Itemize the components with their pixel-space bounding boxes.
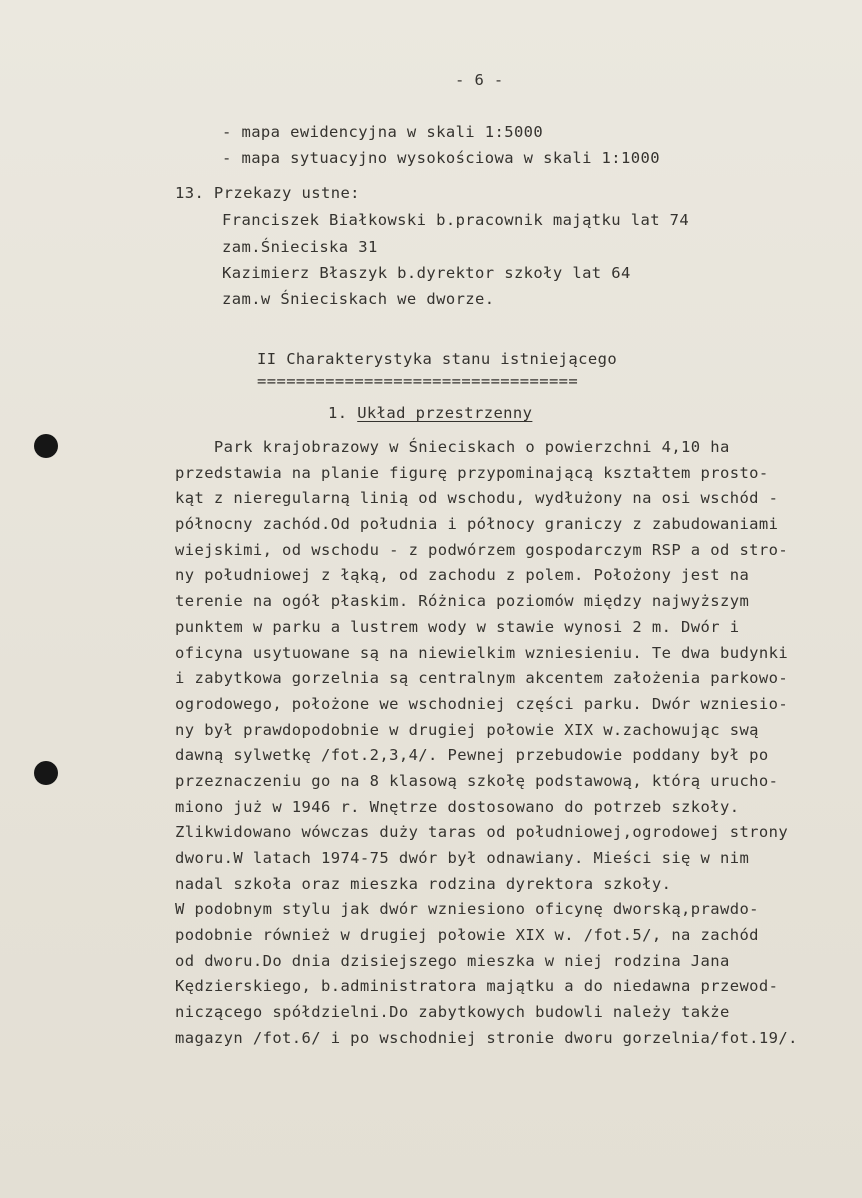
body-line: oficyna usytuowane są na niewielkim wzniesieniu. Te dwa budynki [175,643,789,662]
body-line: Zlikwidowano wówczas duży taras od południowej,ogrodowej strony [175,823,789,842]
body-line: miono już w 1946 r. Wnętrze dostosowano do potrzeb szkoły. [175,797,740,816]
page-number: - 6 - [455,71,504,89]
body-line: północny zachód.Od południa i północy graniczy z zabudowaniami [175,515,779,534]
list-item-map-situational: - mapa sytuacyjno wysokościowa w skali 1:1000 [222,149,660,167]
body-line: punktem w parku a lustrem wody w stawie wynosi 2 m. Dwór i [175,617,740,636]
body-line: magazyn /fot.6/ i po wschodniej stronie dworu gorzelnia/fot.19/. [175,1028,798,1047]
body-line: kąt z nieregularną linią od wschodu, wydłużony na osi wschód - [175,489,779,508]
item13-line: zam.Śnieciska 31 [222,238,378,256]
body-line: ny był prawdopodobnie w drugiej połowie XIX w.zachowując swą [175,720,759,739]
body-line: W podobnym stylu jak dwór wzniesiono oficynę dworską,prawdo- [175,900,759,919]
body-line: Kędzierskiego, b.administratora majątku a do niedawna przewod- [175,977,779,996]
punch-hole-bottom [34,761,58,785]
subsection-title: Układ przestrzenny [357,404,533,422]
body-line: Park krajobrazowy w Śnieciskach o powierzchni 4,10 ha [175,438,730,456]
item13-heading: 13. Przekazy ustne: [175,184,360,202]
item13-line: zam.w Śnieciskach we dworze. [222,290,495,308]
body-line: ogrodowego, położone we wschodniej części parku. Dwór wzniesio- [175,694,789,713]
body-line: przedstawia na planie figurę przypominającą kształtem prosto- [175,463,769,482]
body-line: dworu.W latach 1974-75 dwór był odnawiany. Mieści się w nim [175,849,750,867]
punch-hole-top [34,434,58,458]
body-line: niczącego spółdzielni.Do zabytkowych budowli należy także [175,1003,730,1022]
body-line: i zabytkowa gorzelnia są centralnym akcentem założenia parkowo- [175,669,789,688]
subsection-number: 1. [328,404,348,422]
subsection-heading [328,403,532,423]
body-line: nadal szkoła oraz mieszka rodzina dyrektora szkoły. [175,874,672,893]
section-title: II Charakterystyka stanu istniejącego [257,350,618,368]
body-line: podobnie również w drugiej połowie XIX w. /fot.5/, na zachód [175,926,759,945]
body-line: terenie na ogół płaskim. Różnica poziomów między najwyższym [175,592,750,611]
body-line: od dworu.Do dnia dzisiejszego mieszka w niej rodzina Jana [175,951,730,970]
list-item-map-register: - mapa ewidencyjna w skali 1:5000 [222,123,544,141]
section-double-rule: ================================= [257,372,579,390]
body-paragraph [175,437,798,1054]
item13-line: Kazimierz Błaszyk b.dyrektor szkoły lat 64 [222,264,631,282]
body-line: ny południowej z łąką, od zachodu z polem. Położony jest na [175,566,750,585]
body-line: wiejskimi, od wschodu - z podwórzem gospodarczym RSP a od stro- [175,540,789,559]
body-line: dawną sylwetkę /fot.2,3,4/. Pewnej przebudowie poddany był po [175,746,769,765]
item13-line: Franciszek Białkowski b.pracownik majątku lat 74 [222,211,690,229]
body-line: przeznaczeniu go na 8 klasową szkołę podstawową, którą urucho- [175,771,779,790]
